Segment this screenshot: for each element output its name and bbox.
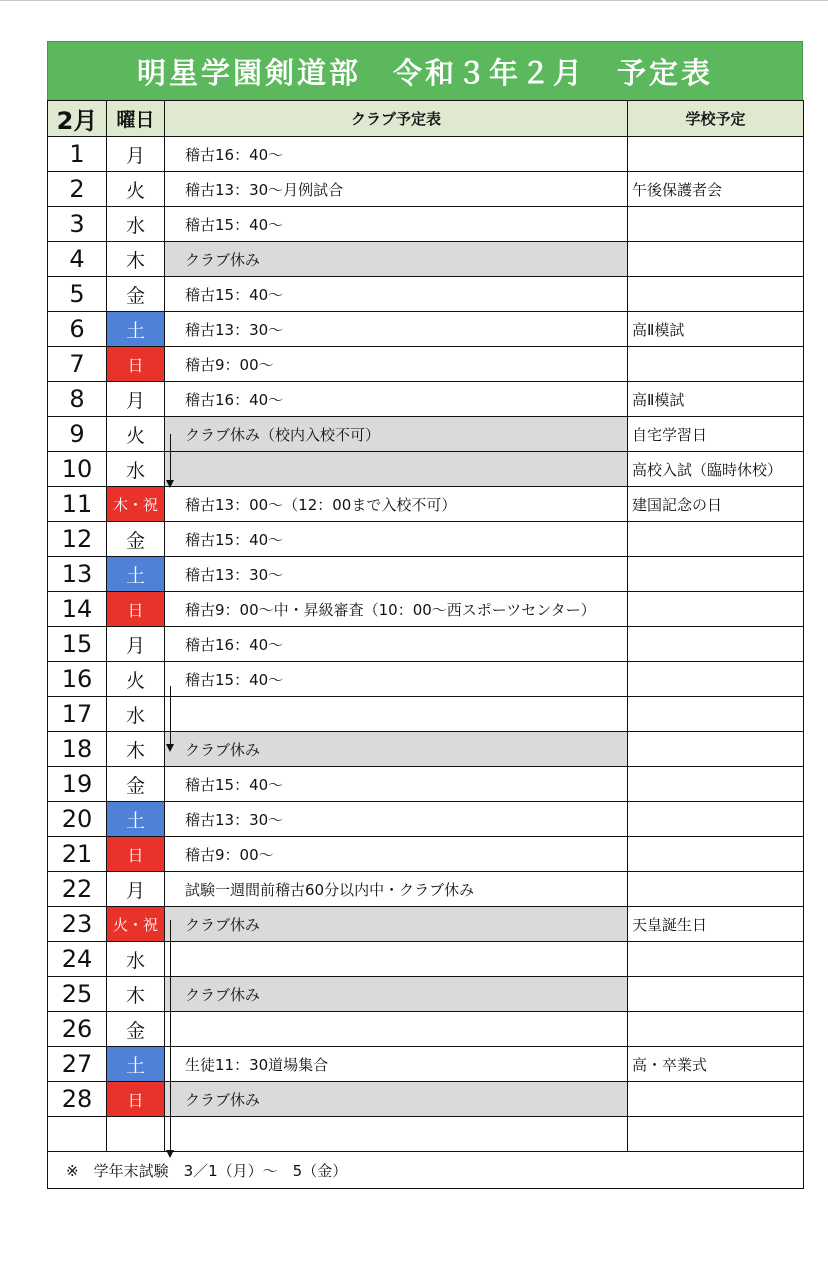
down-arrow-icon [166, 744, 174, 752]
weekday-cell: 金 [107, 522, 165, 557]
weekday-cell: 火 [107, 662, 165, 697]
down-arrow-icon [166, 480, 174, 488]
date-cell: 18 [48, 732, 107, 767]
header-dow: 曜日 [107, 101, 165, 137]
school-plan-cell: 自宅学習日 [628, 417, 804, 452]
school-plan-cell [628, 557, 804, 592]
club-plan-cell: 試験一週間前稽古60分以内中・クラブ休み [165, 872, 628, 907]
arrow-line [170, 434, 171, 480]
school-plan-cell [628, 627, 804, 662]
table-row [48, 137, 804, 172]
school-plan-cell: 高Ⅱ模試 [628, 312, 804, 347]
weekday-cell: 金 [107, 1012, 165, 1047]
school-plan-cell: 天皇誕生日 [628, 907, 804, 942]
top-divider [0, 0, 828, 1]
date-cell: 13 [48, 557, 107, 592]
table-row [48, 767, 804, 802]
date-cell: 10 [48, 452, 107, 487]
date-cell: 28 [48, 1082, 107, 1117]
header-school: 学校予定 [628, 101, 804, 137]
club-plan-cell: クラブ休み [165, 977, 628, 1012]
weekday-cell: 火 [107, 417, 165, 452]
date-cell: 7 [48, 347, 107, 382]
date-cell: 26 [48, 1012, 107, 1047]
date-cell: 17 [48, 697, 107, 732]
club-plan-cell [165, 452, 628, 487]
table-row [48, 242, 804, 277]
table-row [48, 1047, 804, 1082]
table-row [48, 557, 804, 592]
club-plan-cell: 稽古15：40～ [165, 277, 628, 312]
school-plan-cell [628, 662, 804, 697]
school-plan-cell: 高Ⅱ模試 [628, 382, 804, 417]
school-plan-cell [628, 697, 804, 732]
date-cell: 3 [48, 207, 107, 242]
table-row [48, 382, 804, 417]
weekday-cell: 日 [107, 837, 165, 872]
table-row [48, 942, 804, 977]
weekday-cell: 土 [107, 1047, 165, 1082]
table-row [48, 907, 804, 942]
weekday-cell: 土 [107, 802, 165, 837]
school-plan-cell [628, 347, 804, 382]
club-plan-cell: 稽古15：40～ [165, 522, 628, 557]
club-plan-cell: 稽古16：40～ [165, 627, 628, 662]
club-plan-cell: 稽古15：40～ [165, 767, 628, 802]
club-plan-cell [165, 1012, 628, 1047]
table-row [48, 522, 804, 557]
school-plan-cell [628, 767, 804, 802]
table-row [48, 487, 804, 522]
school-plan-cell [628, 802, 804, 837]
weekday-cell: 火・祝 [107, 907, 165, 942]
date-cell: 1 [48, 137, 107, 172]
weekday-cell: 土 [107, 312, 165, 347]
table-row [48, 312, 804, 347]
table-row [48, 872, 804, 907]
club-plan-cell: クラブ休み [165, 732, 628, 767]
date-cell: 6 [48, 312, 107, 347]
weekday-cell: 水 [107, 452, 165, 487]
school-plan-cell [628, 242, 804, 277]
date-cell: 12 [48, 522, 107, 557]
club-plan-cell: クラブ休み [165, 242, 628, 277]
school-plan-cell [628, 837, 804, 872]
down-arrow-icon [166, 1150, 174, 1158]
club-plan-cell: 生徒11：30道場集合 [165, 1047, 628, 1082]
weekday-cell: 金 [107, 767, 165, 802]
club-plan-cell: 稽古9：00～ [165, 347, 628, 382]
club-plan-cell: クラブ休み [165, 907, 628, 942]
weekday-cell: 土 [107, 557, 165, 592]
date-cell: 20 [48, 802, 107, 837]
table-row [48, 802, 804, 837]
club-plan-cell [165, 697, 628, 732]
table-row [48, 592, 804, 627]
table-row [48, 977, 804, 1012]
date-cell: 24 [48, 942, 107, 977]
table-row [48, 837, 804, 872]
table-row [48, 207, 804, 242]
weekday-cell: 日 [107, 347, 165, 382]
school-plan-cell [628, 522, 804, 557]
blank-row [48, 1117, 804, 1152]
table-row [48, 1082, 804, 1117]
table-row [48, 417, 804, 452]
club-plan-cell: 稽古13：30～ [165, 312, 628, 347]
club-plan-cell [165, 942, 628, 977]
school-plan-cell [628, 137, 804, 172]
arrow-line [170, 920, 171, 1150]
date-cell: 8 [48, 382, 107, 417]
date-cell: 23 [48, 907, 107, 942]
school-plan-cell [628, 1012, 804, 1047]
club-plan-cell: 稽古16：40～ [165, 382, 628, 417]
club-plan-cell: 稽古15：40～ [165, 207, 628, 242]
table-row [48, 697, 804, 732]
club-plan-cell: 稽古9：00～ [165, 837, 628, 872]
school-plan-cell [628, 977, 804, 1012]
school-plan-cell [628, 592, 804, 627]
schedule-body [48, 137, 804, 1117]
club-plan-cell: 稽古9：00～中・昇級審査（10：00～西スポーツセンター） [165, 592, 628, 627]
table-row [48, 347, 804, 382]
school-plan-cell: 高・卒業式 [628, 1047, 804, 1082]
school-plan-cell: 高校入試（臨時休校） [628, 452, 804, 487]
weekday-cell: 月 [107, 137, 165, 172]
school-plan-cell [628, 872, 804, 907]
school-plan-cell [628, 277, 804, 312]
club-plan-cell: 稽古15：40～ [165, 662, 628, 697]
table-row [48, 172, 804, 207]
header-row [48, 101, 804, 137]
weekday-cell: 木・祝 [107, 487, 165, 522]
date-cell: 27 [48, 1047, 107, 1082]
school-plan-cell: 午後保護者会 [628, 172, 804, 207]
header-month: 2月 [48, 101, 107, 137]
date-cell: 14 [48, 592, 107, 627]
weekday-cell: 水 [107, 697, 165, 732]
date-cell: 25 [48, 977, 107, 1012]
date-cell: 19 [48, 767, 107, 802]
weekday-cell: 日 [107, 592, 165, 627]
weekday-cell: 木 [107, 242, 165, 277]
date-cell: 11 [48, 487, 107, 522]
date-cell: 22 [48, 872, 107, 907]
club-plan-cell: クラブ休み（校内入校不可） [165, 417, 628, 452]
weekday-cell: 月 [107, 872, 165, 907]
school-plan-cell [628, 942, 804, 977]
schedule-sheet [47, 41, 803, 1189]
table-row [48, 1012, 804, 1047]
club-plan-cell: 稽古13：00～（12：00まで入校不可） [165, 487, 628, 522]
date-cell: 4 [48, 242, 107, 277]
weekday-cell: 日 [107, 1082, 165, 1117]
school-plan-cell [628, 207, 804, 242]
date-cell: 9 [48, 417, 107, 452]
club-plan-cell: 稽古13：30～ [165, 557, 628, 592]
date-cell: 5 [48, 277, 107, 312]
note-row [48, 1152, 804, 1189]
date-cell: 21 [48, 837, 107, 872]
school-plan-cell: 建国記念の日 [628, 487, 804, 522]
weekday-cell: 月 [107, 627, 165, 662]
club-plan-cell: クラブ休み [165, 1082, 628, 1117]
table-row [48, 627, 804, 662]
school-plan-cell [628, 1082, 804, 1117]
table-row [48, 662, 804, 697]
table-row [48, 732, 804, 767]
exam-note: ※ 学年末試験 3／1（月）～ 5（金） [48, 1152, 804, 1189]
weekday-cell: 火 [107, 172, 165, 207]
club-plan-cell: 稽古13：30～ [165, 802, 628, 837]
club-plan-cell: 稽古16：40～ [165, 137, 628, 172]
weekday-cell: 木 [107, 732, 165, 767]
table-row [48, 452, 804, 487]
arrow-line [170, 686, 171, 744]
table-row [48, 277, 804, 312]
date-cell: 16 [48, 662, 107, 697]
page-title: 明星学園剣道部 令和３年２月 予定表 [47, 41, 803, 100]
weekday-cell: 水 [107, 207, 165, 242]
weekday-cell: 水 [107, 942, 165, 977]
header-club: クラブ予定表 [165, 101, 628, 137]
club-plan-cell: 稽古13：30～月例試合 [165, 172, 628, 207]
schedule-table [47, 100, 804, 1189]
weekday-cell: 木 [107, 977, 165, 1012]
date-cell: 15 [48, 627, 107, 662]
weekday-cell: 月 [107, 382, 165, 417]
school-plan-cell [628, 732, 804, 767]
date-cell: 2 [48, 172, 107, 207]
weekday-cell: 金 [107, 277, 165, 312]
